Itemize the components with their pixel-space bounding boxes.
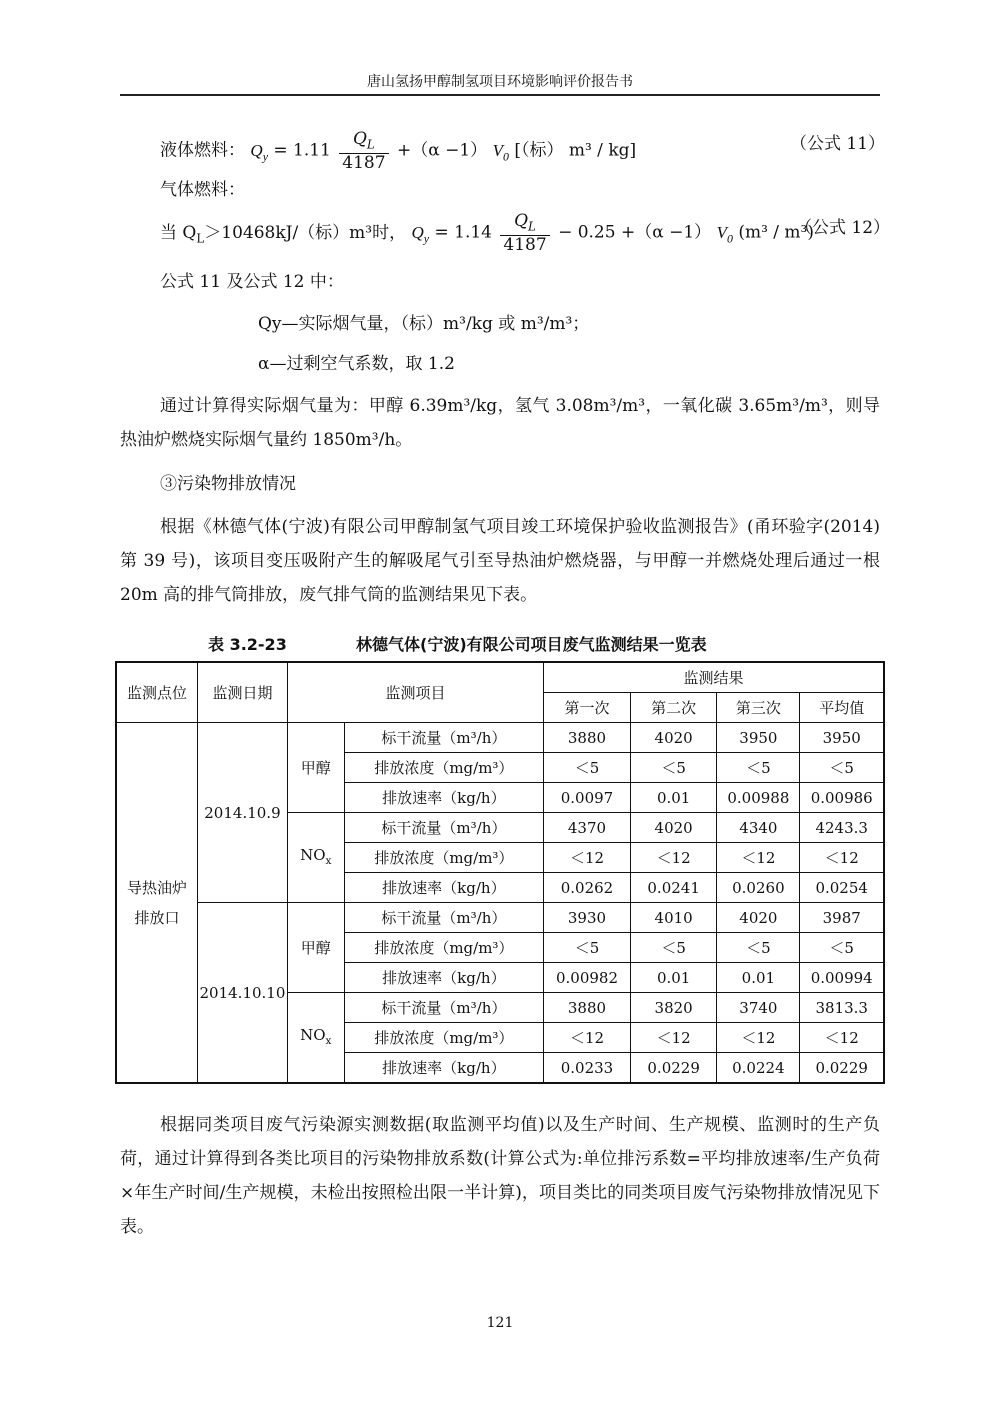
formula-12-v0: $V_0$ (716, 222, 733, 246)
value-cell: 0.0097 (544, 783, 631, 813)
date-cell: 2014.10.10 (198, 903, 288, 1084)
value-cell: ＜12 (717, 1023, 800, 1053)
formula-11-number: （公式 11） (790, 134, 886, 154)
value-cell: 3950 (800, 723, 884, 753)
param-flow: 标干流量（m³/h） (344, 993, 543, 1023)
running-header: 唐山氢扬甲醇制氢项目环境影响评价报告书 (120, 70, 880, 96)
value-cell: 0.01 (630, 783, 716, 813)
param-conc: 排放浓度（mg/m³） (344, 843, 543, 873)
value-cell: 4340 (717, 813, 800, 843)
param-conc: 排放浓度（mg/m³） (344, 753, 543, 783)
table-row (116, 903, 884, 933)
pollutant-methanol: 甲醇 (287, 903, 344, 993)
value-cell: 4243.3 (800, 813, 884, 843)
header-result: 监测结果 (544, 662, 884, 693)
param-flow: 标干流量（m³/h） (344, 723, 543, 753)
paragraph-source: 根据《林德气体(宁波)有限公司甲醇制氢气项目竣工环境保护验收监测报告》(甬环验字(2014)第 39 号)，该项目变压吸附产生的解吸尾气引至导热油炉燃烧器，与甲醇一并燃烧处理后通过一根 20m 高的排气筒排放，废气排气筒的监测结果见下表。 (120, 517, 880, 605)
value-cell: 4370 (544, 813, 631, 843)
table-number: 表 3.2-23 (208, 635, 287, 654)
formula-11-unit: [（标） m³ / kg] (514, 140, 637, 161)
value-cell: ＜5 (630, 753, 716, 783)
value-cell: 0.0254 (800, 873, 884, 903)
value-cell: 0.0233 (544, 1053, 631, 1084)
formula-11-lhs: $Q_y$ (250, 140, 268, 164)
formula-12-condition: 当 $Q_L>10468kJ/$（标）m³时， (160, 222, 407, 246)
paragraph-coefficients: 根据同类项目废气污染源实测数据(取监测平均值)以及生产时间、生产规模、监测时的生产负荷，通过计算得到各类比项目的污染物排放系数(计算公式为:单位排污系数=平均排放速率/生产负荷×年生产时间/生产规模，未检出按照检出限一半计算)，项目类比的同类项目废气污染物排放情况见下表。 (120, 1115, 880, 1237)
definition-qy: Qy—实际烟气量，（标）m³/kg 或 m³/m³； (258, 314, 590, 334)
liquid-fuel-label: 液体燃料： (160, 140, 245, 161)
value-cell: ＜12 (630, 1023, 716, 1053)
value-cell: ＜12 (544, 843, 631, 873)
header-point: 监测点位 (116, 662, 198, 723)
table-caption (120, 632, 880, 658)
value-cell: 4020 (630, 723, 716, 753)
header-average: 平均值 (800, 693, 884, 723)
value-cell: 0.00994 (800, 963, 884, 993)
param-rate: 排放速率（kg/h） (344, 963, 543, 993)
value-cell: ＜5 (800, 933, 884, 963)
formula-12-lhs: $Q_y$ (411, 222, 430, 246)
value-cell: 4020 (717, 903, 800, 933)
param-rate: 排放速率（kg/h） (344, 1053, 543, 1084)
param-conc: 排放浓度（mg/m³） (344, 1023, 543, 1053)
table-row (116, 723, 884, 753)
param-rate: 排放速率（kg/h） (344, 873, 543, 903)
value-cell: ＜5 (630, 933, 716, 963)
formula-12-number: （公式 12） (795, 218, 891, 238)
monitoring-point: 导热油炉排放口 (116, 723, 198, 1084)
value-cell: 3740 (717, 993, 800, 1023)
formula-11-excess: +（α −1） (396, 140, 488, 161)
value-cell: ＜5 (800, 753, 884, 783)
value-cell: 0.0262 (544, 873, 631, 903)
page-number: 121 (486, 1315, 514, 1331)
calc-paragraph: 通过计算得实际烟气量为：甲醇 6.39m³/kg，氢气 3.08m³/m³，一氧化碳 3.65m³/m³，则导热油炉燃烧实际烟气量约 1850m³/h。 (120, 396, 880, 450)
table-title: 林德气体(宁波)有限公司项目废气监测结果一览表 (356, 635, 707, 654)
gas-fuel-label: 气体燃料： (160, 180, 245, 200)
value-cell: ＜5 (717, 933, 800, 963)
value-cell: 4020 (630, 813, 716, 843)
monitoring-table (115, 661, 885, 1084)
value-cell: ＜12 (800, 843, 884, 873)
formula-12-fraction: $\frac{Q_L}{4187}$ (500, 212, 549, 254)
value-cell: 3880 (544, 723, 631, 753)
formula-12-excess: − 0.25 +（α −1） (558, 222, 712, 243)
date-cell: 2014.10.9 (198, 723, 288, 903)
value-cell: 3820 (630, 993, 716, 1023)
formula-11 (160, 130, 636, 172)
value-cell: ＜5 (544, 753, 631, 783)
param-rate: 排放速率（kg/h） (344, 783, 543, 813)
value-cell: ＜12 (544, 1023, 631, 1053)
section-heading: ③污染物排放情况 (160, 474, 296, 494)
value-cell: ＜12 (800, 1023, 884, 1053)
value-cell: 3987 (800, 903, 884, 933)
formula-12-unit: (m³ / m³) (738, 222, 814, 243)
pollutant-methanol: 甲醇 (287, 723, 344, 813)
header-third: 第三次 (717, 693, 800, 723)
value-cell: 0.0260 (717, 873, 800, 903)
formula-11-v0: $V_0$ (492, 140, 509, 164)
header-second: 第二次 (630, 693, 716, 723)
pollutant-nox: $NO_x$ (287, 993, 344, 1084)
formula-11-coef: = 1.11 (273, 140, 331, 161)
value-cell: ＜5 (717, 753, 800, 783)
value-cell: 4010 (630, 903, 716, 933)
value-cell: 0.00988 (717, 783, 800, 813)
formula-11-fraction: $\frac{Q_L}{4187}$ (339, 130, 388, 172)
value-cell: 0.00982 (544, 963, 631, 993)
value-cell: 0.0229 (800, 1053, 884, 1084)
value-cell: 3950 (717, 723, 800, 753)
value-cell: ＜12 (630, 843, 716, 873)
value-cell: 3880 (544, 993, 631, 1023)
param-flow: 标干流量（m³/h） (344, 903, 543, 933)
header-first: 第一次 (544, 693, 631, 723)
value-cell: ＜12 (717, 843, 800, 873)
value-cell: 0.01 (630, 963, 716, 993)
formula-12 (160, 212, 814, 254)
value-cell: 0.0229 (630, 1053, 716, 1084)
table-header-row (116, 662, 884, 693)
pollutant-nox: $NO_x$ (287, 813, 344, 903)
value-cell: 0.0224 (717, 1053, 800, 1084)
definition-alpha: α—过剩空气系数，取 1.2 (258, 354, 455, 374)
formula-12-coef: = 1.14 (434, 222, 492, 243)
header-item: 监测项目 (287, 662, 543, 723)
param-conc: 排放浓度（mg/m³） (344, 933, 543, 963)
value-cell: 3930 (544, 903, 631, 933)
header-date: 监测日期 (198, 662, 288, 723)
value-cell: 0.00986 (800, 783, 884, 813)
where-line: 公式 11 及公式 12 中： (160, 272, 344, 292)
value-cell: 0.01 (717, 963, 800, 993)
value-cell: ＜5 (544, 933, 631, 963)
value-cell: 0.0241 (630, 873, 716, 903)
value-cell: 3813.3 (800, 993, 884, 1023)
param-flow: 标干流量（m³/h） (344, 813, 543, 843)
